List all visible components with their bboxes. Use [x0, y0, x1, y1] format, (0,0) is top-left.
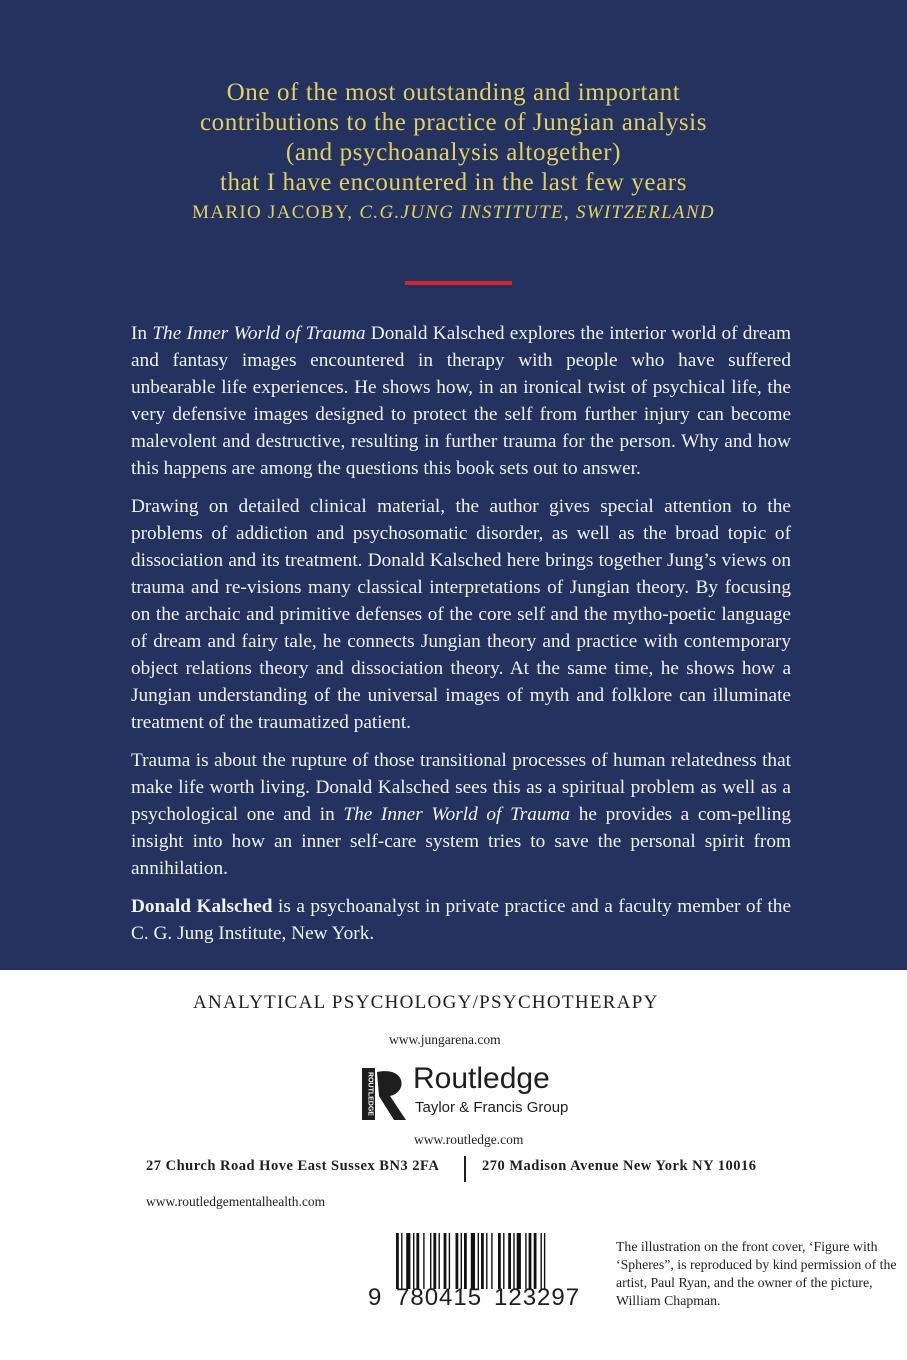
- author-bio: [131, 893, 791, 947]
- address-us: 270 Madison Avenue New York NY 10016: [482, 1158, 757, 1174]
- text-span: he provides a com-pelling insight into how an inner self-care system tries to save the personal spirit from annihilation.: [131, 804, 791, 879]
- description-paragraph: [131, 320, 791, 482]
- barcode-bar: [461, 1233, 462, 1289]
- barcode-bar: [478, 1233, 479, 1289]
- quote-line: (and psychoanalysis altogether): [285, 139, 622, 166]
- red-divider: [405, 281, 512, 285]
- description-paragraph: [131, 747, 791, 882]
- jungarena-url: www.jungarena.com: [389, 1032, 501, 1047]
- barcode-bar: [444, 1233, 447, 1289]
- barcode-bar: [406, 1233, 410, 1289]
- barcode-bar: [423, 1233, 424, 1289]
- isbn-group-b: 123297: [494, 1284, 581, 1311]
- barcode-bar: [464, 1233, 467, 1289]
- isbn-group-a: 780415: [396, 1284, 483, 1311]
- barcode-bar: [430, 1233, 431, 1289]
- barcode-bar: [541, 1233, 542, 1289]
- barcode-bar: [449, 1233, 450, 1289]
- book-title: The Inner World of Trauma: [343, 804, 571, 825]
- pull-quote: [0, 78, 907, 225]
- isbn-barcode: [368, 1233, 600, 1313]
- barcode-bar: [401, 1233, 402, 1289]
- attribution-name: MARIO JACOBY,: [192, 202, 354, 223]
- publisher-panel: [0, 970, 907, 1360]
- barcode-bar: [471, 1233, 475, 1289]
- routledge-url: www.routledge.com: [414, 1132, 524, 1147]
- barcode-bar: [433, 1233, 436, 1289]
- barcode-bar: [517, 1233, 521, 1289]
- routledge-logo-icon: [360, 1066, 410, 1122]
- barcode-bar: [534, 1233, 537, 1289]
- barcode-bar: [544, 1233, 545, 1289]
- description: [131, 320, 791, 958]
- isbn-lead-digit: 9: [368, 1284, 382, 1311]
- address-divider: [464, 1156, 466, 1182]
- barcode-bar: [416, 1233, 419, 1289]
- text-span: is a psychoanalyst in private practice and a faculty member of the C. G. Jung Institute, New York.: [131, 896, 792, 944]
- barcode-bar: [456, 1233, 459, 1289]
- barcode-bar: [439, 1233, 440, 1289]
- book-title: The Inner World of Trauma: [152, 323, 366, 344]
- barcode-bar: [508, 1233, 511, 1289]
- barcode-bars: [396, 1233, 596, 1289]
- barcode-bar: [481, 1233, 484, 1289]
- attribution-org: C.G.JUNG INSTITUTE, SWITZERLAND: [359, 202, 715, 223]
- text-span: In: [131, 323, 153, 344]
- quote-attribution: [0, 201, 907, 225]
- barcode-bar: [503, 1233, 504, 1289]
- barcode-bar: [413, 1233, 414, 1289]
- barcode-bar: [396, 1233, 399, 1289]
- logo-vertical-text: ROUTLEDGE: [366, 1072, 374, 1116]
- subject-category: ANALYTICAL PSYCHOLOGY/PSYCHOTHERAPY: [193, 992, 659, 1013]
- quote-line: contributions to the practice of Jungian analysis: [199, 109, 708, 136]
- logo-name: Routledge: [413, 1062, 550, 1095]
- barcode-bar: [525, 1233, 526, 1289]
- cover-credit: The illustration on the front cover, ‘Figure with ‘Spheres”, is reproduced by kind permission of the artist, Paul Ryan, and the owner of the picture, William Chapman.: [616, 1239, 897, 1308]
- quote-line: that I have encountered in the last few years: [219, 169, 688, 196]
- barcode-bar: [498, 1233, 501, 1289]
- barcode-bar: [529, 1233, 532, 1289]
- logo-subtitle: Taylor & Francis Group: [415, 1099, 569, 1116]
- quote-line: One of the most outstanding and important: [226, 79, 681, 106]
- barcode-bar: [491, 1233, 492, 1289]
- text-span: Trauma is about the rupture of those transitional processes of human relatedness that make life worth living. Donald Kalsched sees this as a spiritual problem as well as a psychological one and in: [131, 750, 791, 825]
- barcode-bar: [486, 1233, 487, 1289]
- text-span: Donald Kalsched explores the interior world of dream and fantasy images encountered in therapy with people who have suffered unbearable life experiences. He shows how, in an ironical twist of psychical life, the very defensive images designed to protect the self from further injury can become malevolent and destructive, resulting in further trauma for the person. Why and how this happens are among the questions this book sets out to answer.: [131, 323, 791, 479]
- description-paragraph: Drawing on detailed clinical material, the author gives special attention to the problems of addiction and psychosomatic disorder, as well as the broad topic of dissociation and its treatment. Donald Kalsched here brings together Jung’s views on trauma and re-visions many classical interpretations of Jungian theory. By focusing on the archaic and primitive defenses of the core self and the mytho-poetic language of dream and fairy tale, he connects Jungian theory and practice with contemporary object relations theory and dissociation theory. At the same time, he shows how a Jungian understanding of the universal images of myth and folklore can illuminate treatment of the traumatized patient.: [131, 496, 791, 733]
- routledge-logo: [360, 1062, 580, 1126]
- routledgementalhealth-url: www.routledgementalhealth.com: [146, 1194, 326, 1209]
- author-name: Donald Kalsched: [131, 896, 273, 917]
- address-uk: 27 Church Road Hove East Sussex BN3 2FA: [146, 1158, 440, 1174]
- barcode-bar: [513, 1233, 514, 1289]
